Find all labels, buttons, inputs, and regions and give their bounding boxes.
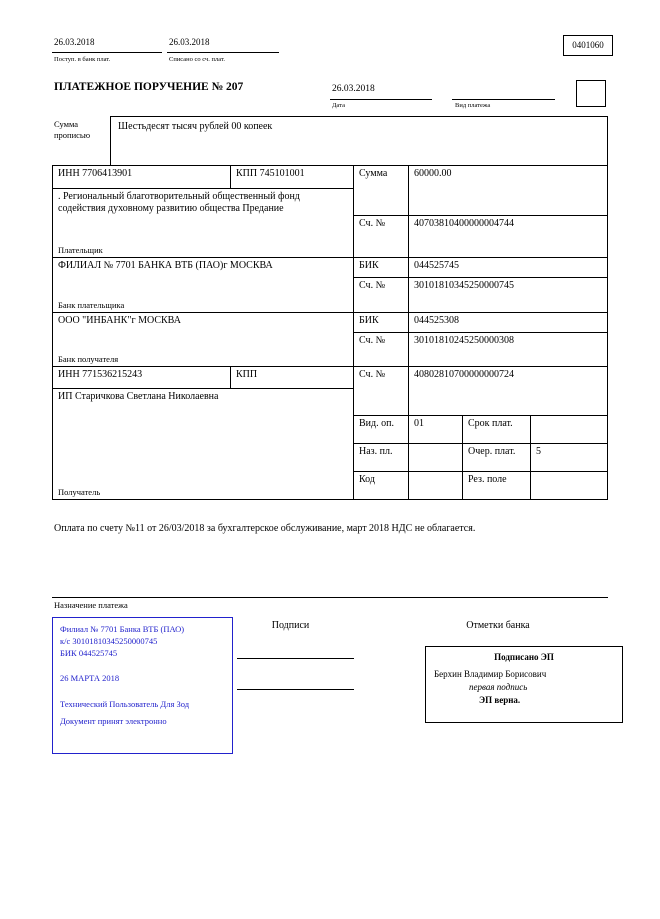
received-date-value: 26.03.2018 — [54, 37, 95, 47]
bank-stamp-date: 26 МАРТА 2018 — [60, 673, 120, 683]
payee-name: ИП Старичкова Светлана Николаевна — [58, 391, 219, 402]
payer-account-value-cell: 40703810400000004744 — [408, 215, 608, 257]
debited-date-value: 26.03.2018 — [169, 37, 210, 47]
ep-signature-role: первая подпись — [469, 682, 528, 692]
op-type-value-cell: 01 — [408, 415, 462, 443]
code-value-cell — [408, 471, 462, 500]
signatures-label: Подписи — [271, 620, 310, 631]
amount-words-value: Шестьдесят тысяч рублей 00 копеек — [118, 121, 273, 132]
purpose-code-value-cell — [408, 443, 462, 471]
payer-bank-account-label-cell: Сч. № — [353, 277, 408, 312]
payee-cell — [52, 388, 353, 500]
ep-signer-name: Берхин Владимир Борисович — [434, 669, 547, 679]
payer-bank-account-value-cell: 30101810345250000745 — [408, 277, 608, 312]
payer-bank-cell — [52, 257, 353, 312]
payee-bank-account-label-cell: Сч. № — [353, 332, 408, 366]
payee-bank-bik-value-cell: 044525308 — [408, 312, 608, 332]
document-date-underline — [330, 99, 432, 100]
payee-bank-label: Банк получателя — [58, 353, 119, 364]
payee-bank-name: ООО "ИНБАНК"г МОСКВА — [58, 315, 181, 326]
ep-signed-label: Подписано ЭП — [494, 652, 554, 662]
signature-line-2 — [237, 689, 354, 690]
payer-bank-label: Банк плательщика — [58, 299, 125, 310]
bank-stamp-accepted: Документ принят электронно — [60, 716, 167, 726]
term-value-cell — [530, 415, 608, 443]
payer-cell — [52, 188, 353, 257]
payer-bank-name: ФИЛИАЛ № 7701 БАНКА ВТБ (ПАО)г МОСКВА — [58, 260, 273, 271]
payer-inn-cell: ИНН 7706413901 — [52, 165, 230, 188]
bank-stamp-box — [52, 617, 233, 754]
payer-label: Плательщик — [58, 244, 103, 255]
payment-type-underline — [452, 99, 555, 100]
amount-words-label: Сумма прописью — [54, 119, 91, 140]
document-date-label: Дата — [332, 102, 345, 109]
payee-account-value-cell: 40802810700000000724 — [408, 366, 608, 415]
payee-account-label-cell: Сч. № — [353, 366, 408, 415]
payer-name: . Региональный благотворительный общественный фонд содействия духовному развитию общества Предание — [58, 191, 300, 214]
code-label-cell: Код — [353, 471, 408, 500]
ep-verified-label: ЭП верна. — [479, 695, 521, 705]
payee-label: Получатель — [58, 486, 101, 497]
reserve-value-cell — [530, 471, 608, 500]
purpose-label: Назначение платежа — [54, 600, 128, 610]
payee-inn-cell: ИНН 771536215243 — [52, 366, 230, 388]
bank-stamp-line-2: к/с 30101810345250000745 — [60, 636, 158, 646]
form-code-box: 0401060 — [563, 35, 613, 56]
reserve-label-cell: Рез. поле — [462, 471, 530, 500]
bank-stamp-line-3: БИК 044525745 — [60, 648, 118, 658]
term-label-cell: Срок плат. — [462, 415, 530, 443]
order-value-cell: 5 — [530, 443, 608, 471]
ep-signature-box — [425, 646, 623, 723]
received-date-underline — [52, 52, 162, 53]
document-date-value: 26.03.2018 — [332, 84, 375, 94]
op-type-label-cell: Вид. оп. — [353, 415, 408, 443]
debited-date-underline — [167, 52, 279, 53]
status-box — [576, 80, 606, 107]
bank-marks-label: Отметки банка — [466, 620, 530, 631]
payer-bank-bik-label-cell: БИК — [353, 257, 408, 277]
payee-bank-cell — [52, 312, 353, 366]
amount-words-box — [110, 116, 608, 165]
payer-account-label-cell: Сч. № — [353, 215, 408, 257]
payer-kpp-cell: КПП 745101001 — [230, 165, 353, 188]
payment-type-label: Вид платежа — [455, 102, 491, 109]
order-label-cell: Очер. плат. — [462, 443, 530, 471]
payee-kpp-cell: КПП — [230, 366, 353, 388]
payee-bank-account-value-cell: 30101810245250000308 — [408, 332, 608, 366]
payee-bank-bik-label-cell: БИК — [353, 312, 408, 332]
debited-date-label: Списано со сч. плат. — [169, 56, 225, 63]
purpose-underline — [52, 597, 608, 598]
payer-bank-bik-value-cell: 044525745 — [408, 257, 608, 277]
document-title: ПЛАТЕЖНОЕ ПОРУЧЕНИЕ № 207 — [54, 81, 244, 93]
sum-value-cell: 60000.00 — [408, 165, 608, 215]
signature-line-1 — [237, 658, 354, 659]
received-date-label: Поступ. в банк плат. — [54, 56, 111, 63]
bank-stamp-user: Технический Пользователь Для Зод — [60, 699, 190, 709]
purpose-code-label-cell: Наз. пл. — [353, 443, 408, 471]
bank-stamp-line-1: Филиал № 7701 Банка ВТБ (ПАО) — [60, 624, 185, 634]
sum-label-cell: Сумма — [353, 165, 408, 215]
purpose-text: Оплата по счету №11 от 26/03/2018 за бухгалтерское обслуживание, март 2018 НДС не облагается. — [54, 523, 476, 534]
